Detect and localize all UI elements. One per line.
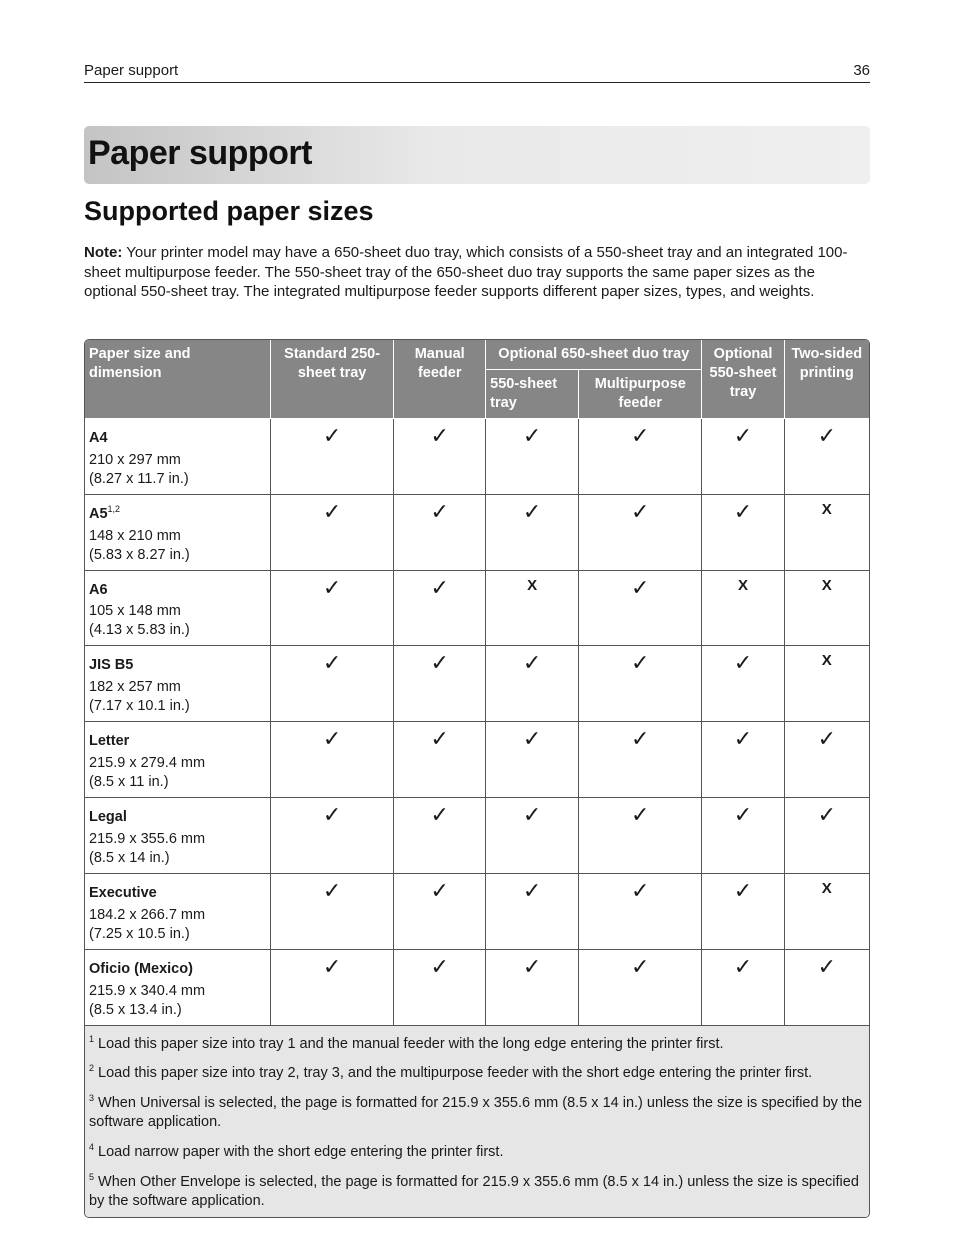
section-title: Supported paper sizes bbox=[84, 196, 374, 226]
footnote bbox=[89, 1138, 865, 1162]
footnote-number: 4 bbox=[89, 1142, 95, 1153]
footnote-text: When Other Envelope is selected, the page is formatted for 215.9 x 355.6 mm (8.5 x 14 in.) unless the size is specified by the software application. bbox=[89, 1173, 859, 1209]
footnote-number: 3 bbox=[89, 1093, 95, 1104]
check-icon: ✓ bbox=[486, 419, 579, 495]
footnote-number: 2 bbox=[89, 1063, 95, 1074]
size-mm: 215.9 x 279.4 mm bbox=[89, 755, 206, 772]
check-icon: ✓ bbox=[579, 798, 702, 874]
size-name: A6 bbox=[89, 581, 108, 598]
check-icon: ✓ bbox=[271, 874, 394, 950]
size-in: (7.25 x 10.5 in.) bbox=[89, 925, 190, 942]
check-icon: ✓ bbox=[394, 874, 486, 950]
check-icon: ✓ bbox=[394, 571, 486, 647]
size-cell bbox=[85, 722, 271, 798]
chapter-title: Paper support bbox=[88, 134, 312, 172]
size-footnote-ref: 1,2 bbox=[107, 503, 121, 514]
note-label: Note: bbox=[84, 244, 123, 261]
check-icon: ✓ bbox=[579, 571, 702, 647]
cross-icon: X bbox=[785, 495, 869, 571]
size-mm: 210 x 297 mm bbox=[89, 451, 181, 468]
cross-icon: X bbox=[785, 646, 869, 722]
header-two-sided: Two-sided printing bbox=[785, 340, 869, 419]
check-icon: ✓ bbox=[394, 950, 486, 1026]
header-manual-feeder: Manual feeder bbox=[394, 340, 486, 419]
size-name: Legal bbox=[89, 808, 127, 825]
check-icon: ✓ bbox=[486, 646, 579, 722]
table-row bbox=[85, 419, 869, 495]
check-icon: ✓ bbox=[579, 419, 702, 495]
check-icon: ✓ bbox=[579, 646, 702, 722]
cross-icon: X bbox=[785, 571, 869, 647]
size-in: (5.83 x 8.27 in.) bbox=[89, 546, 190, 563]
size-name: Letter bbox=[89, 733, 130, 750]
check-icon: ✓ bbox=[785, 419, 869, 495]
check-icon: ✓ bbox=[394, 419, 486, 495]
size-mm: 105 x 148 mm bbox=[89, 603, 181, 620]
check-icon: ✓ bbox=[271, 722, 394, 798]
size-mm: 182 x 257 mm bbox=[89, 679, 181, 696]
table-row bbox=[85, 874, 869, 950]
paper-sizes-table bbox=[84, 339, 870, 1218]
size-in: (8.5 x 13.4 in.) bbox=[89, 1001, 182, 1018]
size-name: A4 bbox=[89, 429, 108, 446]
check-icon: ✓ bbox=[702, 646, 784, 722]
check-icon: ✓ bbox=[702, 874, 784, 950]
chapter-banner bbox=[84, 126, 870, 184]
check-icon: ✓ bbox=[579, 874, 702, 950]
size-mm: 215.9 x 355.6 mm bbox=[89, 830, 206, 847]
footnotes bbox=[85, 1026, 869, 1217]
table-row bbox=[85, 571, 869, 647]
size-name: Executive bbox=[89, 884, 157, 901]
size-mm: 215.9 x 340.4 mm bbox=[89, 982, 206, 999]
check-icon: ✓ bbox=[271, 419, 394, 495]
check-icon: ✓ bbox=[579, 950, 702, 1026]
size-mm: 148 x 210 mm bbox=[89, 527, 181, 544]
check-icon: ✓ bbox=[486, 950, 579, 1026]
check-icon: ✓ bbox=[579, 495, 702, 571]
table-row bbox=[85, 646, 869, 722]
footnote bbox=[89, 1030, 865, 1054]
check-icon: ✓ bbox=[271, 950, 394, 1026]
footnote-text: When Universal is selected, the page is formatted for 215.9 x 355.6 mm (8.5 x 14 in.) unless the size is specified by the software application. bbox=[89, 1095, 863, 1131]
footnote-text: Load this paper size into tray 2, tray 3, and the multipurpose feeder with the short edge entering the printer first. bbox=[94, 1065, 813, 1082]
check-icon: ✓ bbox=[785, 798, 869, 874]
size-cell bbox=[85, 419, 271, 495]
size-in: (4.13 x 5.83 in.) bbox=[89, 622, 190, 639]
check-icon: ✓ bbox=[394, 646, 486, 722]
cross-icon: X bbox=[702, 571, 784, 647]
header-duo-550: 550-sheet tray bbox=[486, 370, 579, 419]
table-row bbox=[85, 722, 869, 798]
table-row bbox=[85, 798, 869, 874]
size-cell bbox=[85, 874, 271, 950]
check-icon: ✓ bbox=[271, 646, 394, 722]
check-icon: ✓ bbox=[394, 722, 486, 798]
table-row bbox=[85, 950, 869, 1026]
size-in: (8.5 x 11 in.) bbox=[89, 774, 169, 791]
check-icon: ✓ bbox=[486, 874, 579, 950]
check-icon: ✓ bbox=[702, 950, 784, 1026]
footnote-text: Load narrow paper with the short edge entering the printer first. bbox=[94, 1143, 504, 1160]
check-icon: ✓ bbox=[486, 722, 579, 798]
header-duo-mpf: Multipurpose feeder bbox=[579, 370, 702, 419]
size-cell bbox=[85, 798, 271, 874]
note-paragraph bbox=[84, 243, 870, 302]
cross-icon: X bbox=[785, 874, 869, 950]
page-number: 36 bbox=[853, 62, 870, 79]
note-text: Your printer model may have a 650-sheet duo tray, which consists of a 550-sheet tray and an integrated 100-sheet multipurpose feeder. The 550-sheet tray of the 650-sheet duo tray supports the same paper sizes as the optional 550-sheet tray. The integrated multipurpose feeder supports different paper sizes, types, and weights. bbox=[84, 244, 848, 300]
size-name: JIS B5 bbox=[89, 657, 134, 674]
footnote-number: 1 bbox=[89, 1033, 95, 1044]
size-cell bbox=[85, 495, 271, 571]
footnote-number: 5 bbox=[89, 1171, 95, 1182]
size-in: (8.5 x 14 in.) bbox=[89, 849, 170, 866]
table-row bbox=[85, 495, 869, 571]
size-cell bbox=[85, 646, 271, 722]
footnote bbox=[89, 1089, 865, 1132]
check-icon: ✓ bbox=[785, 950, 869, 1026]
check-icon: ✓ bbox=[271, 571, 394, 647]
check-icon: ✓ bbox=[579, 722, 702, 798]
check-icon: ✓ bbox=[486, 798, 579, 874]
check-icon: ✓ bbox=[486, 495, 579, 571]
size-mm: 184.2 x 266.7 mm bbox=[89, 906, 206, 923]
size-name: Oficio (Mexico) bbox=[89, 960, 193, 977]
cross-icon: X bbox=[486, 571, 579, 647]
header-optional-550: Optional 550-sheet tray bbox=[702, 340, 784, 419]
check-icon: ✓ bbox=[271, 798, 394, 874]
size-in: (8.27 x 11.7 in.) bbox=[89, 470, 189, 487]
header-size: Paper size and dimension bbox=[85, 340, 271, 419]
check-icon: ✓ bbox=[394, 495, 486, 571]
running-title: Paper support bbox=[84, 62, 179, 79]
header-standard-tray: Standard 250-sheet tray bbox=[271, 340, 394, 419]
footnote-text: Load this paper size into tray 1 and the manual feeder with the long edge entering the printer first. bbox=[94, 1035, 724, 1052]
footnote bbox=[89, 1059, 865, 1083]
check-icon: ✓ bbox=[785, 722, 869, 798]
check-icon: ✓ bbox=[271, 495, 394, 571]
size-in: (7.17 x 10.1 in.) bbox=[89, 698, 190, 715]
running-header bbox=[84, 61, 870, 83]
footnote bbox=[89, 1168, 865, 1211]
header-duo-tray: Optional 650-sheet duo tray bbox=[486, 340, 702, 370]
check-icon: ✓ bbox=[702, 419, 784, 495]
check-icon: ✓ bbox=[394, 798, 486, 874]
size-cell bbox=[85, 571, 271, 647]
check-icon: ✓ bbox=[702, 798, 784, 874]
check-icon: ✓ bbox=[702, 495, 784, 571]
size-name: A5$^{1,2}$ bbox=[89, 503, 121, 522]
size-cell bbox=[85, 950, 271, 1026]
check-icon: ✓ bbox=[702, 722, 784, 798]
